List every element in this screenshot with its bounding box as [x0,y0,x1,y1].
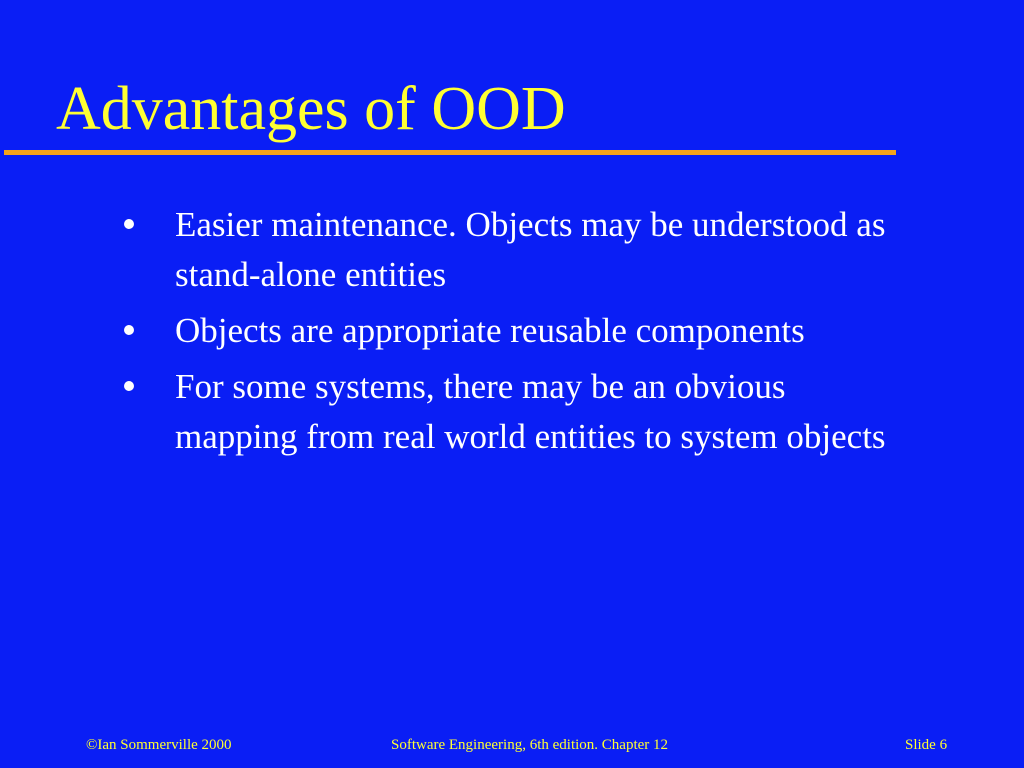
bullet-text: Objects are appropriate reusable components [175,311,805,350]
footer-book-reference: Software Engineering, 6th edition. Chapter 12 [391,737,669,753]
bullet-dot-icon [124,219,134,229]
bullet-dot-icon [124,381,134,391]
bullet-item [120,306,910,356]
footer-copyright: ©Ian Sommerville 2000 [86,737,232,753]
bullet-text: For some systems, there may be an obvious mapping from real world entities to system objects [175,367,886,456]
bullet-list [120,200,910,468]
footer-slide-number: Slide 6 [905,737,948,753]
bullet-item [120,200,910,300]
bullet-item [120,362,910,462]
bullet-text: Easier maintenance. Objects may be understood as stand-alone entities [175,205,886,294]
slide-title: Advantages of OOD [56,75,566,143]
title-underline-rule [4,150,896,155]
bullet-dot-icon [124,325,134,335]
